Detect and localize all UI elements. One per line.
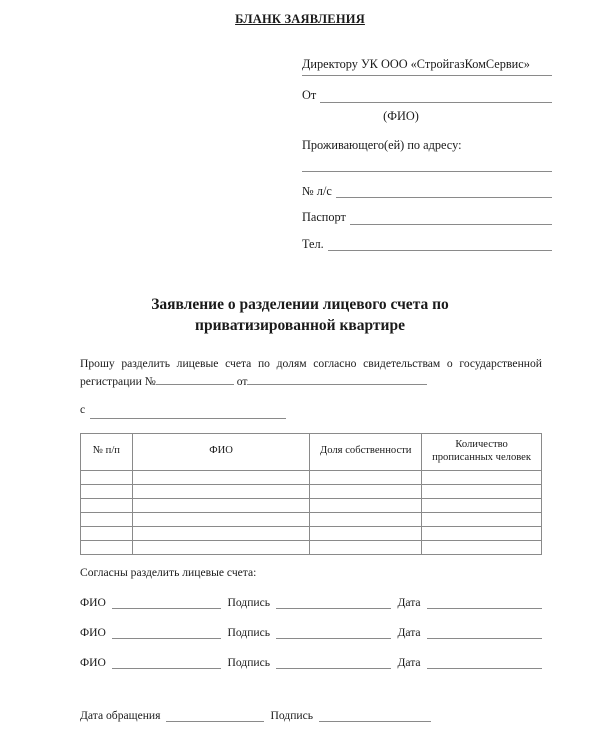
account-label: № л/с — [302, 183, 332, 198]
table-header-fio: ФИО — [132, 433, 309, 470]
table-header-share: Доля собственности — [310, 433, 422, 470]
since-label: с — [80, 402, 86, 416]
account-row — [302, 185, 552, 199]
addressee-block — [0, 57, 600, 251]
footer-sign-label: Подпись — [270, 708, 314, 722]
consent-fio-label: ФИО — [80, 655, 106, 669]
page-title: БЛАНК ЗАЯВЛЕНИЯ — [235, 12, 365, 26]
consent-sign-field[interactable] — [276, 628, 391, 639]
table-row[interactable] — [81, 484, 542, 498]
from-field-line[interactable] — [320, 91, 552, 103]
footer-sign-field[interactable] — [319, 711, 431, 722]
consent-sign-label: Подпись — [227, 625, 271, 639]
table-cell[interactable] — [81, 540, 133, 554]
table-header-row — [81, 433, 542, 470]
consent-fio-field[interactable] — [112, 658, 222, 669]
body-block — [80, 355, 542, 419]
table-header-count — [422, 433, 542, 470]
consent-sign-label: Подпись — [227, 595, 271, 609]
consent-signature-row-2 — [80, 626, 542, 639]
table-cell[interactable] — [310, 498, 422, 512]
phone-row — [302, 238, 552, 252]
residing-underline[interactable] — [302, 171, 552, 172]
consent-signature-row-1 — [80, 596, 542, 609]
consent-date-label: Дата — [397, 655, 421, 669]
table-row[interactable] — [81, 526, 542, 540]
table-cell[interactable] — [81, 526, 133, 540]
fio-caption: (ФИО) — [383, 108, 419, 123]
consent-signature-row-3 — [80, 656, 542, 669]
table-cell[interactable] — [132, 526, 309, 540]
consent-fio-label: ФИО — [80, 625, 106, 639]
consent-fio-field[interactable] — [112, 628, 222, 639]
table-cell[interactable] — [132, 540, 309, 554]
table-row[interactable] — [81, 540, 542, 554]
table-header-number: № п/п — [81, 433, 133, 470]
table-row[interactable] — [81, 470, 542, 484]
table-cell[interactable] — [310, 540, 422, 554]
table-cell[interactable] — [81, 512, 133, 526]
table-cell[interactable] — [81, 470, 133, 484]
request-text-part1: Прошу разделить лицевые счета по долям согласно свидетельствам о государственной — [80, 356, 542, 370]
from-row — [302, 89, 552, 103]
since-row — [80, 401, 542, 419]
table-cell[interactable] — [132, 470, 309, 484]
consent-text: Согласны разделить лицевые счета: — [80, 565, 257, 579]
table-cell[interactable] — [422, 512, 542, 526]
table-cell[interactable] — [422, 526, 542, 540]
passport-label: Паспорт — [302, 210, 346, 225]
application-date-field[interactable] — [166, 711, 264, 722]
table-cell[interactable] — [132, 512, 309, 526]
phone-field-line[interactable] — [328, 239, 552, 251]
main-heading — [62, 295, 538, 337]
account-field-line[interactable] — [336, 186, 552, 198]
request-paragraph — [80, 355, 542, 391]
request-text-part3: от — [236, 374, 248, 388]
table-cell[interactable] — [422, 484, 542, 498]
consent-date-field[interactable] — [427, 658, 542, 669]
consent-date-label: Дата — [397, 625, 421, 639]
table-cell[interactable] — [310, 484, 422, 498]
since-field-line[interactable] — [90, 408, 286, 419]
from-label: От — [302, 88, 317, 102]
table-cell[interactable] — [310, 512, 422, 526]
table-cell[interactable] — [310, 526, 422, 540]
table-cell[interactable] — [81, 498, 133, 512]
table-cell[interactable] — [132, 498, 309, 512]
document-page — [0, 12, 600, 751]
consent-fio-field[interactable] — [112, 598, 222, 609]
application-date-label: Дата обращения — [80, 708, 161, 722]
phone-label: Тел. — [302, 236, 324, 251]
registration-date-field[interactable] — [247, 374, 427, 385]
consent-sign-field[interactable] — [276, 658, 391, 669]
footer-row — [80, 709, 542, 722]
consent-fio-label: ФИО — [80, 595, 106, 609]
consent-date-field[interactable] — [427, 628, 542, 639]
director-underline — [302, 75, 552, 76]
registration-number-field[interactable] — [156, 374, 234, 385]
request-text-part2: регистрации № — [80, 374, 156, 388]
main-heading-line2: приватизированной квартире — [195, 316, 405, 334]
table-row[interactable] — [81, 498, 542, 512]
main-heading-line1: Заявление о разделении лицевого счета по — [151, 296, 449, 314]
table-cell[interactable] — [310, 470, 422, 484]
table-cell[interactable] — [81, 484, 133, 498]
table-cell[interactable] — [132, 484, 309, 498]
table-cell[interactable] — [422, 498, 542, 512]
shares-table — [80, 433, 542, 555]
table-row[interactable] — [81, 512, 542, 526]
residing-label: Проживающего(ей) по адресу: — [302, 137, 462, 152]
passport-field-line[interactable] — [350, 213, 552, 225]
consent-sign-field[interactable] — [276, 598, 391, 609]
table-cell[interactable] — [422, 470, 542, 484]
passport-row — [302, 211, 552, 225]
table-header-count-line1: Количество — [455, 439, 508, 451]
consent-sign-label: Подпись — [227, 655, 271, 669]
table-header-count-line2: прописанных человек — [432, 451, 532, 463]
director-line: Директору УК ООО «СтройгазКомСервис» — [302, 57, 530, 71]
consent-date-label: Дата — [397, 595, 421, 609]
consent-date-field[interactable] — [427, 598, 542, 609]
table-cell[interactable] — [422, 540, 542, 554]
